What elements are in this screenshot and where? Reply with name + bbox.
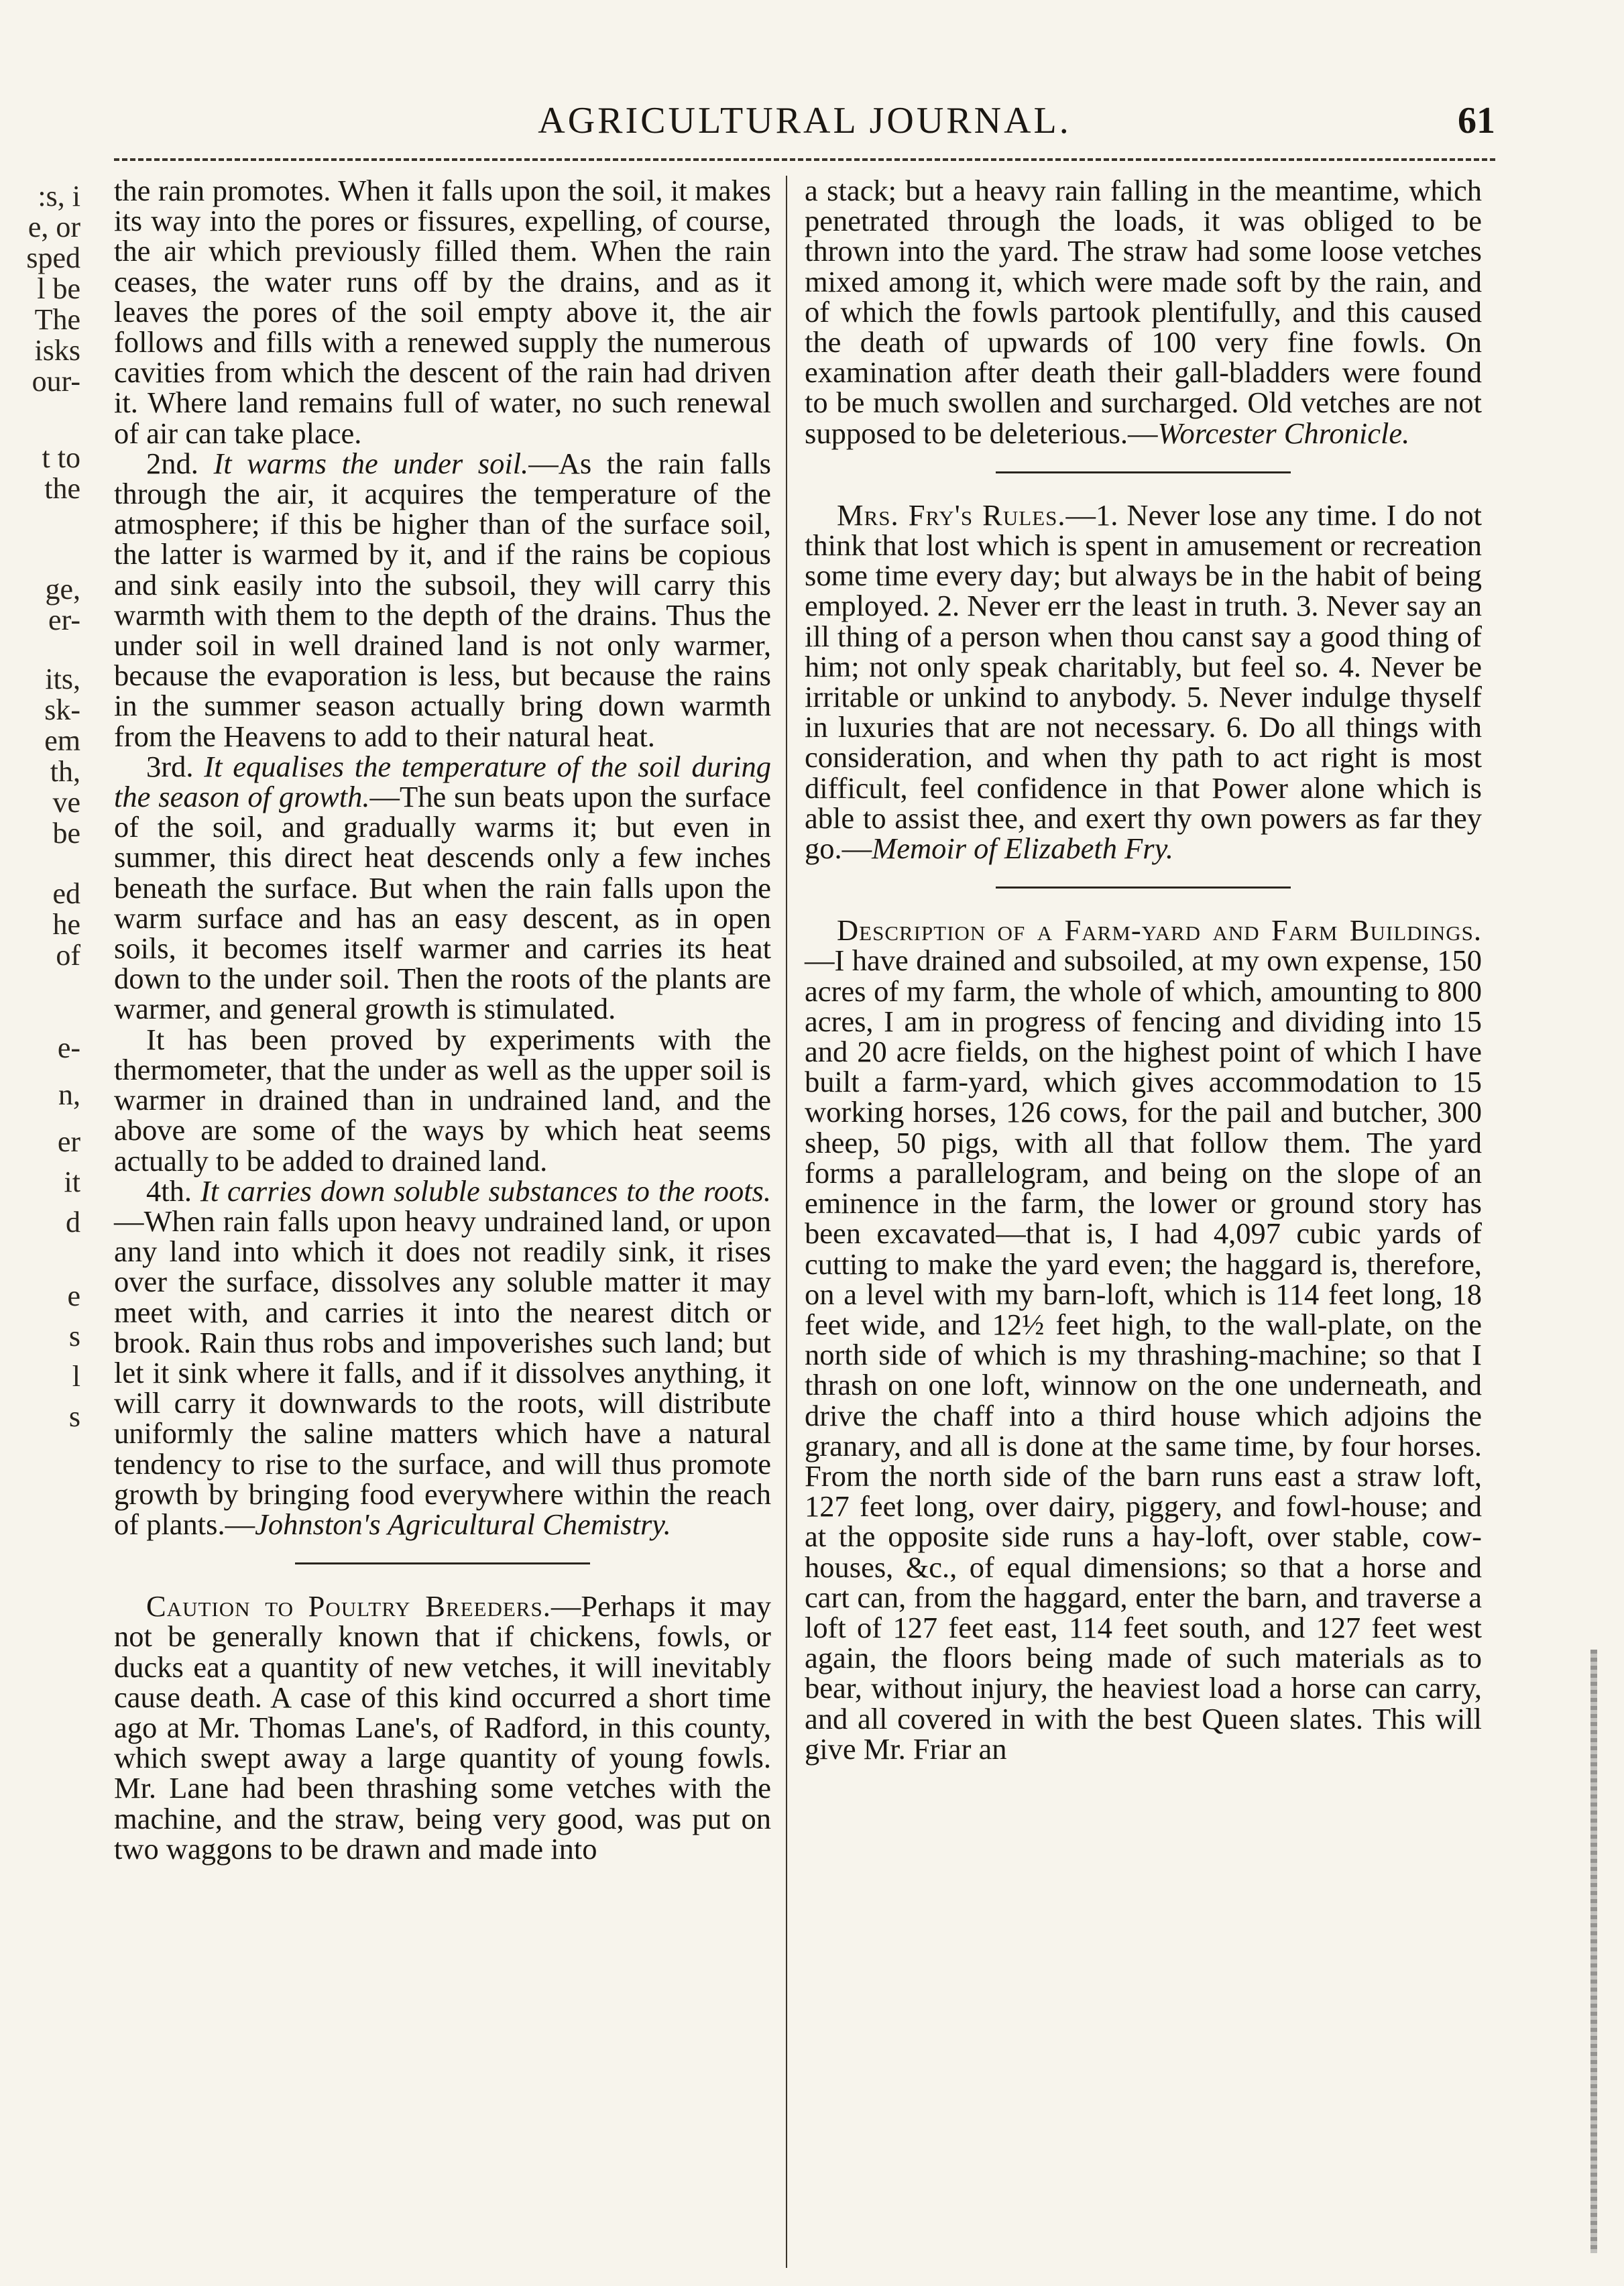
point-body: —As the rain falls through the air, it acquires the temperature of the atmosphere; if this be higher than of the surface soil, the latter is warmed by it, and if the rains be copious and sink easily into the subsoil, they will carry this warmth with them to the depth of the drains. Thus the under soil in well drained land is not only warmer, because the evaporation is less, but because the rains in the summer season actually bring down warmth from the Heavens to add to their natural heat. bbox=[114, 446, 771, 753]
point-heading: It carries down soluble substances to the roots. bbox=[200, 1174, 771, 1208]
article-source: Worcester Chronicle. bbox=[1157, 416, 1410, 450]
article-source: Johnston's Agricultural Chemistry. bbox=[255, 1507, 671, 1541]
margin-fragment: :s, i bbox=[38, 180, 80, 213]
article-separator bbox=[996, 471, 1291, 473]
margin-fragment: ed bbox=[52, 877, 80, 910]
margin-fragment: e bbox=[67, 1279, 80, 1312]
journal-title: AGRICULTURAL JOURNAL. bbox=[538, 100, 1071, 141]
point-body: —When rain falls upon heavy undrained land, or upon any land into which it does not readily sink, it rises over the surface, dissolves any soluble matter it may meet with, and carries it into the nearest ditch or brook. Rain thus robs and impoverishes such land; but let it sink where it falls, and if it dissolves anything, it will carry it downwards to the roots, will distribute uniformly the saline matters which have a natural tendency to rise to the surface, and will thus promote growth by bringing food everywhere within the reach of plants.— bbox=[114, 1204, 771, 1541]
point-body: —The sun beats upon the surface of the soil, and gradually warms it; but even in summer, this direct heat descends only a few inches beneath the surface. But when the rain falls upon the warm surface and has an easy descent, as in open soils, it becomes itself warmer and carries its heat down to the under soil. Then the roots of the plants are warmer, and general growth is stimulated. bbox=[114, 780, 771, 1026]
margin-fragment: s bbox=[68, 1320, 80, 1353]
margin-fragment: t to bbox=[42, 441, 80, 474]
margin-fragment: of bbox=[56, 939, 80, 972]
margin-fragment: er- bbox=[48, 604, 80, 636]
article-body: —Perhaps it may not be generally known that if chickens, fowls, or ducks eat a quantity of new vetches, it will inevitably cause death. A case of this kind occurred a short time ago at Mr. Thomas Lane's, of Radford, in this county, which swept away a large quantity of young fowls. Mr. Lane had been thrashing some vetches with the machine, and the straw, being very good, was put on two waggons to be drawn and made into bbox=[114, 1589, 771, 1866]
article-body: a stack; but a heavy rain falling in the meantime, which penetrated through the loads, it was obliged to be thrown into the yard. The straw had some loose vetches mixed among it, which were made soft by the rain, and of which the fowls partook plentifully, and this caused the death of upwards of 100 very fine fowls. On examination after death their gall-bladders were found to be much swollen and surcharged. Old vetches are not supposed to be deleterious.— bbox=[805, 174, 1482, 450]
page-number: 61 bbox=[1458, 100, 1495, 141]
margin-fragment: isks bbox=[34, 334, 80, 367]
margin-fragment: n, bbox=[58, 1078, 80, 1111]
right-column bbox=[805, 176, 1482, 1764]
margin-fragment: The bbox=[34, 303, 80, 336]
article-body: —I have drained and subsoiled, at my own expense, 150 acres of my farm, the whole of which, amounting to 800 acres, I am in progress of fencing and dividing into 15 and 20 acre fields, on the highest point of which I have built a farm-yard, which gives accommodation to 15 working horses, 126 cows, for the pail and butcher, 300 sheep, 50 pigs, with all that follow them. The yard forms a parallelogram, and being on the slope of an eminence in the farm, the lower or ground story has been excavated—that is, I had 4,097 cubic yards of cutting to make the yard even; the haggard is, therefore, on a level with my barn-loft, which is 114 feet long, 18 feet wide, and 12½ feet high, to the wall-plate, on the north side of which is my thrashing-machine; so that I thrash on one loft, winnow on the one underneath, and drive the chaff into a third house which adjoins the granary, and all is done at the same time, by four horses. From the north side of the barn runs east a straw loft, 127 feet long, over dairy, piggery, and fowl-house; and at the opposite side runs a hay-loft, over stable, cow-houses, &c., of equal dimensions; so that a horse and cart can, from the haggard, enter the barn, and traverse a loft of 127 feet east, 114 feet south, and 127 feet west again, the floors being made of such materials as to bear, without injury, the heaviest load a horse can carry, and all covered in with the best Queen slates. This will give Mr. Friar an bbox=[805, 944, 1482, 1766]
article-source: Memoir of Elizabeth Fry. bbox=[872, 832, 1174, 866]
article-heading: Caution to Poultry Breeders. bbox=[146, 1589, 551, 1623]
margin-fragment: th, bbox=[50, 755, 80, 788]
margin-fragment: l be bbox=[37, 272, 80, 305]
margin-fragment: er bbox=[57, 1125, 80, 1158]
margin-fragment: d bbox=[66, 1206, 80, 1239]
margin-fragment: its, bbox=[45, 663, 80, 695]
drainage-point-2 bbox=[114, 446, 771, 753]
margin-fragment: the bbox=[44, 472, 80, 505]
header-rule bbox=[114, 158, 1495, 161]
article-separator bbox=[295, 1562, 590, 1564]
margin-fragment: e, or bbox=[27, 211, 80, 243]
margin-fragment: ve bbox=[52, 786, 80, 819]
fry-rules-article bbox=[805, 500, 1482, 864]
margin-fragment: sk- bbox=[44, 693, 80, 726]
margin-fragment: be bbox=[52, 817, 80, 850]
article-heading: Description of a Farm-yard and Farm Buildings. bbox=[837, 913, 1482, 948]
margin-fragment: sped bbox=[26, 241, 80, 274]
drainage-point-4 bbox=[114, 1176, 771, 1540]
article-separator bbox=[996, 887, 1291, 889]
margin-fragment: s bbox=[68, 1400, 80, 1433]
margin-fragment: l bbox=[72, 1360, 80, 1393]
column-divider bbox=[786, 176, 787, 2268]
article-heading: Mrs. Fry's Rules. bbox=[837, 498, 1066, 532]
margin-fragment: e- bbox=[57, 1031, 80, 1064]
margin-fragment: em bbox=[44, 724, 80, 757]
point-heading: It warms the under soil. bbox=[213, 446, 529, 480]
point-number: 4th. bbox=[146, 1174, 192, 1208]
margin-fragment: it bbox=[64, 1165, 80, 1198]
poultry-article-continued bbox=[805, 176, 1482, 449]
drainage-paragraph: It has been proved by experiments with the thermometer, that the under as well as the upper soil is warmer in drained than in undrained land, and the above are some of the ways by which heat seems actually to be added to drained land. bbox=[114, 1022, 771, 1178]
drainage-point-3 bbox=[114, 749, 772, 1026]
margin-fragment: our- bbox=[32, 365, 80, 398]
left-column bbox=[114, 176, 771, 1864]
farm-yard-article bbox=[805, 915, 1482, 1764]
binding-edge bbox=[1590, 1650, 1597, 2253]
margin-fragment: ge, bbox=[45, 573, 80, 606]
drainage-paragraph: the rain promotes. When it falls upon the soil, it makes its way into the pores or fissures, expelling, of course, the air which previously filled them. When the rain ceases, the water runs off by the drains, and as it leaves the pores of the soil empty above it, the air follows and fills with a renewed supply the numerous cavities from which the descent of the rain had driven it. Where land remains full of water, no such renewal of air can take place. bbox=[114, 174, 771, 450]
margin-fragment: he bbox=[52, 908, 80, 941]
running-header bbox=[114, 99, 1495, 153]
point-number: 3rd. bbox=[146, 749, 194, 783]
article-body: —1. Never lose any time. I do not think that lost which is spent in amusement or recreation some time every day; but always be in the habit of being employed. 2. Never err the least in truth. 3. Never say an ill thing of a person when thou canst say a good thing of him; not only speak charitably, but feel so. 4. Never be irritable or unkind to anybody. 5. Never indulge thyself in luxuries that are not necessary. 6. Do all things with consideration, and when thy path to act right is most difficult, feel confidence in that Power alone which is able to assist thee, and exert thy own powers as far they go.— bbox=[805, 498, 1483, 866]
point-heading: It equalises the temperature of the soil during the season of growth. bbox=[114, 749, 772, 814]
point-number: 2nd. bbox=[146, 446, 198, 480]
poultry-article bbox=[114, 1591, 771, 1864]
